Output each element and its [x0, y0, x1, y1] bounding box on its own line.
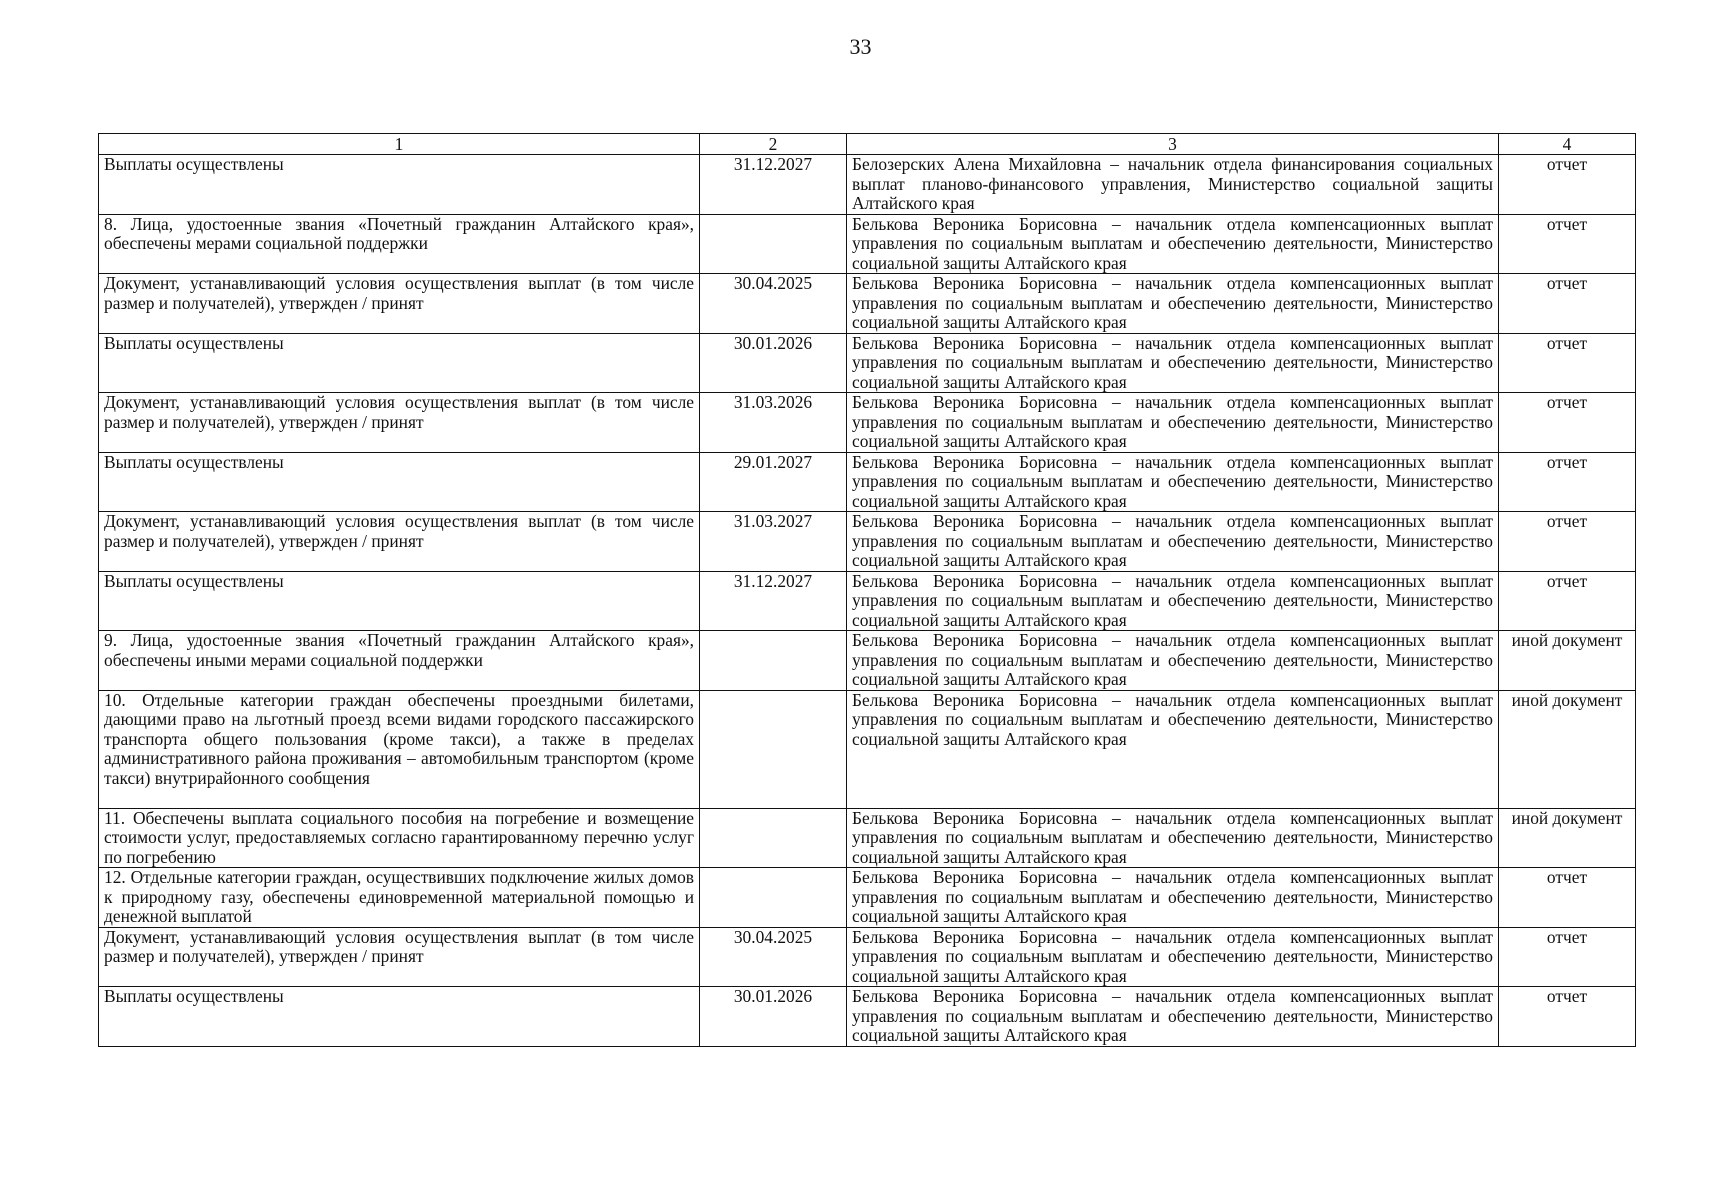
document-type-cell: иной документ: [1499, 631, 1636, 691]
responsible-cell: Белькова Вероника Борисовна – начальник отдела компенсационных выплат управления по социальным выплатам и обеспечению деятельности, Министерство социальной защиты Алтайского края: [847, 808, 1499, 868]
plan-table: [98, 133, 1636, 1047]
event-cell: Документ, устанавливающий условия осуществления выплат (в том числе размер и получателей), утвержден / принят: [99, 512, 700, 572]
responsible-cell: Белькова Вероника Борисовна – начальник отдела компенсационных выплат управления по социальным выплатам и обеспечению деятельности, Министерство социальной защиты Алтайского края: [847, 690, 1499, 808]
date-cell: [700, 868, 847, 928]
table-row: [99, 393, 1636, 453]
event-cell: 11. Обеспечены выплата социального пособия на погребение и возмещение стоимости услуг, предоставляемых согласно гарантированному перечню услуг по погребению: [99, 808, 700, 868]
responsible-cell: Белькова Вероника Борисовна – начальник отдела компенсационных выплат управления по социальным выплатам и обеспечению деятельности, Министерство социальной защиты Алтайского края: [847, 333, 1499, 393]
date-cell: 30.01.2026: [700, 333, 847, 393]
table-row: [99, 512, 1636, 572]
event-cell: 8. Лица, удостоенные звания «Почетный гражданин Алтайского края», обеспечены мерами социальной поддержки: [99, 214, 700, 274]
table-row: [99, 214, 1636, 274]
column-header-3: 3: [847, 134, 1499, 155]
date-cell: 31.03.2027: [700, 512, 847, 572]
table-row: [99, 690, 1636, 808]
date-cell: 31.12.2027: [700, 571, 847, 631]
responsible-cell: Белькова Вероника Борисовна – начальник отдела компенсационных выплат управления по социальным выплатам и обеспечению деятельности, Министерство социальной защиты Алтайского края: [847, 512, 1499, 572]
document-type-cell: отчет: [1499, 333, 1636, 393]
document-type-cell: иной документ: [1499, 808, 1636, 868]
responsible-cell: Белькова Вероника Борисовна – начальник отдела компенсационных выплат управления по социальным выплатам и обеспечению деятельности, Министерство социальной защиты Алтайского края: [847, 927, 1499, 987]
date-cell: 29.01.2027: [700, 452, 847, 512]
responsible-cell: Белькова Вероника Борисовна – начальник отдела компенсационных выплат управления по социальным выплатам и обеспечению деятельности, Министерство социальной защиты Алтайского края: [847, 571, 1499, 631]
event-cell: Выплаты осуществлены: [99, 155, 700, 215]
event-cell: Выплаты осуществлены: [99, 571, 700, 631]
date-cell: [700, 808, 847, 868]
responsible-cell: Белькова Вероника Борисовна – начальник отдела компенсационных выплат управления по социальным выплатам и обеспечению деятельности, Министерство социальной защиты Алтайского края: [847, 631, 1499, 691]
table-row: [99, 808, 1636, 868]
document-type-cell: отчет: [1499, 868, 1636, 928]
document-type-cell: отчет: [1499, 987, 1636, 1047]
document-type-cell: отчет: [1499, 452, 1636, 512]
column-header-2: 2: [700, 134, 847, 155]
page-number: 33: [849, 34, 872, 59]
event-cell: Документ, устанавливающий условия осуществления выплат (в том числе размер и получателей), утвержден / принят: [99, 927, 700, 987]
document-type-cell: отчет: [1499, 512, 1636, 572]
date-cell: [700, 690, 847, 808]
date-cell: 30.04.2025: [700, 274, 847, 334]
document-type-cell: отчет: [1499, 214, 1636, 274]
event-cell: Документ, устанавливающий условия осуществления выплат (в том числе размер и получателей), утвержден / принят: [99, 393, 700, 453]
event-cell: Выплаты осуществлены: [99, 333, 700, 393]
responsible-cell: Белькова Вероника Борисовна – начальник отдела компенсационных выплат управления по социальным выплатам и обеспечению деятельности, Министерство социальной защиты Алтайского края: [847, 987, 1499, 1047]
date-cell: 31.03.2026: [700, 393, 847, 453]
table-row: [99, 987, 1636, 1047]
table-row: [99, 155, 1636, 215]
column-header-1: 1: [99, 134, 700, 155]
document-type-cell: отчет: [1499, 571, 1636, 631]
event-cell: Выплаты осуществлены: [99, 452, 700, 512]
responsible-cell: Белькова Вероника Борисовна – начальник отдела компенсационных выплат управления по социальным выплатам и обеспечению деятельности, Министерство социальной защиты Алтайского края: [847, 868, 1499, 928]
date-cell: [700, 214, 847, 274]
table-row: [99, 333, 1636, 393]
table-row: [99, 274, 1636, 334]
column-header-4: 4: [1499, 134, 1636, 155]
date-cell: 30.01.2026: [700, 987, 847, 1047]
table-row: [99, 452, 1636, 512]
event-cell: Выплаты осуществлены: [99, 987, 700, 1047]
date-cell: 30.04.2025: [700, 927, 847, 987]
document-type-cell: отчет: [1499, 155, 1636, 215]
document-type-cell: иной документ: [1499, 690, 1636, 808]
table-row: [99, 868, 1636, 928]
event-cell: 10. Отдельные категории граждан обеспечены проездными билетами, дающими право на льготный проезд всеми видами городского пассажирского транспорта общего пользования (кроме такси), а также в пределах административного района проживания – автомобильным транспортом (кроме такси) внутрирайонного сообщения: [99, 690, 700, 808]
document-type-cell: отчет: [1499, 274, 1636, 334]
column-number-header-row: [99, 134, 1636, 155]
document-type-cell: отчет: [1499, 927, 1636, 987]
event-cell: 9. Лица, удостоенные звания «Почетный гражданин Алтайского края», обеспечены иными мерами социальной поддержки: [99, 631, 700, 691]
event-cell: Документ, устанавливающий условия осуществления выплат (в том числе размер и получателей), утвержден / принят: [99, 274, 700, 334]
responsible-cell: Белькова Вероника Борисовна – начальник отдела компенсационных выплат управления по социальным выплатам и обеспечению деятельности, Министерство социальной защиты Алтайского края: [847, 452, 1499, 512]
responsible-cell: Белозерских Алена Михайловна – начальник отдела финансирования социальных выплат планово-финансового управления, Министерство социальной защиты Алтайского края: [847, 155, 1499, 215]
responsible-cell: Белькова Вероника Борисовна – начальник отдела компенсационных выплат управления по социальным выплатам и обеспечению деятельности, Министерство социальной защиты Алтайского края: [847, 393, 1499, 453]
responsible-cell: Белькова Вероника Борисовна – начальник отдела компенсационных выплат управления по социальным выплатам и обеспечению деятельности, Министерство социальной защиты Алтайского края: [847, 274, 1499, 334]
table-row: [99, 631, 1636, 691]
table-row: [99, 927, 1636, 987]
event-cell: 12. Отдельные категории граждан, осуществивших подключение жилых домов к природному газу, обеспечены единовременной материальной помощью и денежной выплатой: [99, 868, 700, 928]
date-cell: [700, 631, 847, 691]
date-cell: 31.12.2027: [700, 155, 847, 215]
responsible-cell: Белькова Вероника Борисовна – начальник отдела компенсационных выплат управления по социальным выплатам и обеспечению деятельности, Министерство социальной защиты Алтайского края: [847, 214, 1499, 274]
document-type-cell: отчет: [1499, 393, 1636, 453]
table-row: [99, 571, 1636, 631]
